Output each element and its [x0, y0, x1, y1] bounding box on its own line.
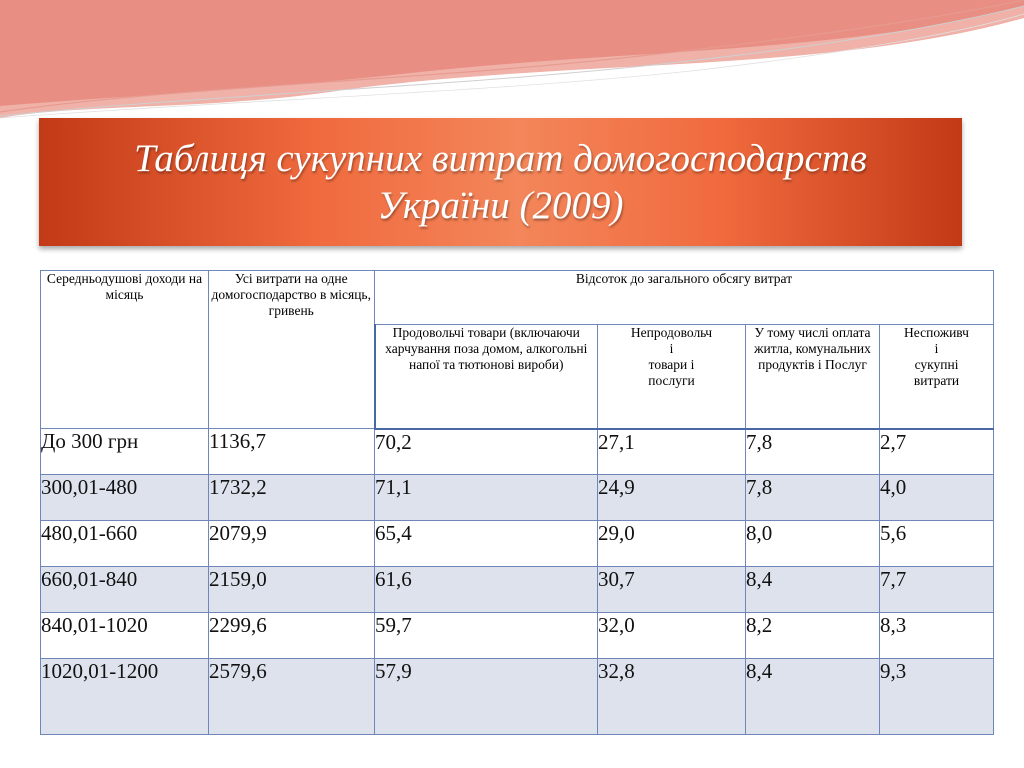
table-row	[41, 521, 994, 567]
table-row	[41, 429, 994, 475]
cell-nonconsumption: 7,7	[880, 567, 994, 613]
header-total: Усі витрати на одне домогосподарство в місяць, гривень	[209, 271, 375, 429]
cell-nonconsumption: 2,7	[880, 429, 994, 475]
title-line-2: України (2009)	[377, 184, 624, 227]
table-row	[41, 659, 994, 735]
cell-total: 2079,9	[209, 521, 375, 567]
expenditure-table	[40, 270, 994, 735]
cell-housing: 7,8	[746, 475, 880, 521]
cell-income: 300,01-480	[41, 475, 209, 521]
cell-housing: 8,4	[746, 659, 880, 735]
cell-nonfood: 24,9	[598, 475, 746, 521]
cell-income: 1020,01-1200	[41, 659, 209, 735]
cell-housing: 7,8	[746, 429, 880, 475]
cell-total: 2159,0	[209, 567, 375, 613]
table-row	[41, 475, 994, 521]
header-nonfood	[598, 325, 746, 429]
cell-nonconsumption: 9,3	[880, 659, 994, 735]
cell-total: 1732,2	[209, 475, 375, 521]
table-row	[41, 613, 994, 659]
cell-food: 61,6	[375, 567, 598, 613]
header-nonfood-b: і	[669, 341, 674, 356]
cell-food: 71,1	[375, 475, 598, 521]
header-noncons-d: витрати	[913, 373, 960, 388]
cell-total: 1136,7	[209, 429, 375, 475]
cell-food: 57,9	[375, 659, 598, 735]
header-noncons-c: сукупні	[914, 357, 959, 372]
cell-nonfood: 27,1	[598, 429, 746, 475]
cell-nonfood: 32,0	[598, 613, 746, 659]
cell-nonfood: 32,8	[598, 659, 746, 735]
cell-income: До 300 грн	[41, 429, 209, 475]
header-noncons-b: і	[934, 341, 939, 356]
cell-income: 840,01-1020	[41, 613, 209, 659]
title-banner	[39, 118, 962, 246]
header-housing: У тому числі оплата житла, комунальних продуктів і Послуг	[746, 325, 880, 429]
header-income: Середньодушові доходи на місяць	[41, 271, 209, 429]
cell-food: 59,7	[375, 613, 598, 659]
decorative-swoosh	[0, 0, 1024, 120]
header-food: Продовольчі товари (включаючи харчування поза домом, алкогольні напої та тютюнові вироби)	[375, 325, 598, 429]
header-noncons-a: Неспоживч	[904, 325, 969, 340]
header-nonconsumption	[880, 325, 994, 429]
cell-income: 480,01-660	[41, 521, 209, 567]
cell-total: 2299,6	[209, 613, 375, 659]
title-line-1: Таблиця сукупних витрат домогосподарств	[134, 137, 867, 180]
table-row	[41, 567, 994, 613]
cell-nonconsumption: 8,3	[880, 613, 994, 659]
cell-housing: 8,2	[746, 613, 880, 659]
cell-total: 2579,6	[209, 659, 375, 735]
cell-nonconsumption: 4,0	[880, 475, 994, 521]
cell-food: 65,4	[375, 521, 598, 567]
cell-food: 70,2	[375, 429, 598, 475]
header-nonfood-a: Непродовольч	[630, 325, 713, 340]
cell-nonconsumption: 5,6	[880, 521, 994, 567]
cell-income: 660,01-840	[41, 567, 209, 613]
cell-housing: 8,0	[746, 521, 880, 567]
cell-nonfood: 29,0	[598, 521, 746, 567]
cell-nonfood: 30,7	[598, 567, 746, 613]
header-nonfood-c: товари і	[648, 357, 695, 372]
header-percent-group: Відсоток до загального обсягу витрат	[375, 271, 994, 325]
cell-housing: 8,4	[746, 567, 880, 613]
header-nonfood-d: послуги	[648, 373, 695, 388]
